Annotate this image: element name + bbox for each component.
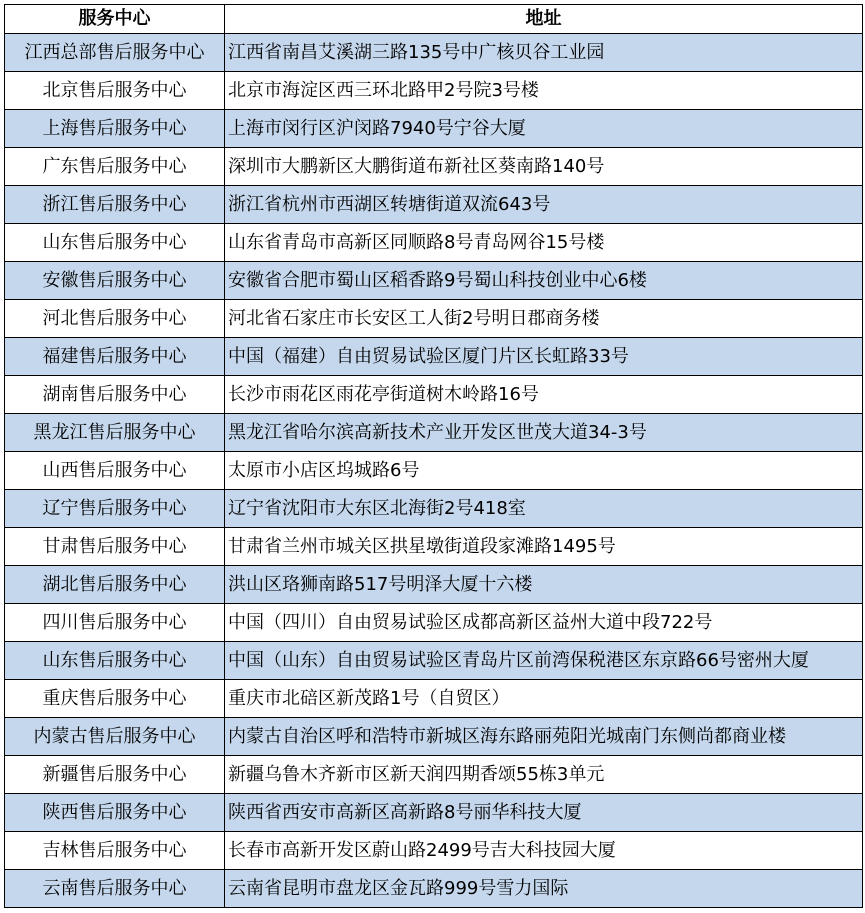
table-row [5, 300, 863, 338]
table-body [5, 34, 863, 908]
service-center-name: 广东售后服务中心 [5, 148, 225, 186]
service-center-address: 内蒙古自治区呼和浩特市新城区海东路丽苑阳光城南门东侧尚都商业楼 [225, 718, 863, 756]
table-row [5, 490, 863, 528]
service-center-name: 甘肃售后服务中心 [5, 528, 225, 566]
service-center-name: 吉林售后服务中心 [5, 832, 225, 870]
service-center-name: 辽宁售后服务中心 [5, 490, 225, 528]
table-row [5, 604, 863, 642]
service-center-address: 洪山区珞狮南路517号明泽大厦十六楼 [225, 566, 863, 604]
table-row [5, 756, 863, 794]
service-center-name: 山东售后服务中心 [5, 642, 225, 680]
service-center-table [4, 4, 863, 908]
table-row [5, 566, 863, 604]
table-row [5, 338, 863, 376]
table-row [5, 718, 863, 756]
service-center-address: 黑龙江省哈尔滨高新技术产业开发区世茂大道34-3号 [225, 414, 863, 452]
table-row [5, 642, 863, 680]
table-row [5, 794, 863, 832]
service-center-address: 甘肃省兰州市城关区拱星墩街道段家滩路1495号 [225, 528, 863, 566]
service-center-address: 中国（福建）自由贸易试验区厦门片区长虹路33号 [225, 338, 863, 376]
service-center-address: 中国（山东）自由贸易试验区青岛片区前湾保税港区东京路66号密州大厦 [225, 642, 863, 680]
service-center-address: 河北省石家庄市长安区工人街2号明日郡商务楼 [225, 300, 863, 338]
table-row [5, 262, 863, 300]
service-center-name: 重庆售后服务中心 [5, 680, 225, 718]
service-center-name: 湖北售后服务中心 [5, 566, 225, 604]
table-row [5, 224, 863, 262]
table-row [5, 186, 863, 224]
table-row [5, 110, 863, 148]
service-center-address: 太原市小店区坞城路6号 [225, 452, 863, 490]
service-center-name: 黑龙江售后服务中心 [5, 414, 225, 452]
service-center-name: 湖南售后服务中心 [5, 376, 225, 414]
header-address: 地址 [225, 5, 863, 34]
service-center-address: 中国（四川）自由贸易试验区成都高新区益州大道中段722号 [225, 604, 863, 642]
service-center-name: 上海售后服务中心 [5, 110, 225, 148]
table-row [5, 72, 863, 110]
service-center-address: 辽宁省沈阳市大东区北海街2号418室 [225, 490, 863, 528]
table-row [5, 870, 863, 908]
table-row [5, 528, 863, 566]
service-center-name: 福建售后服务中心 [5, 338, 225, 376]
table-row [5, 376, 863, 414]
service-center-name: 新疆售后服务中心 [5, 756, 225, 794]
service-center-address: 云南省昆明市盘龙区金瓦路999号雪力国际 [225, 870, 863, 908]
table-row [5, 680, 863, 718]
service-center-name: 内蒙古售后服务中心 [5, 718, 225, 756]
header-service-center: 服务中心 [5, 5, 225, 34]
service-center-name: 安徽售后服务中心 [5, 262, 225, 300]
table-row [5, 148, 863, 186]
table-row [5, 832, 863, 870]
service-center-address: 长春市高新开发区蔚山路2499号吉大科技园大厦 [225, 832, 863, 870]
service-center-address: 陕西省西安市高新区高新路8号丽华科技大厦 [225, 794, 863, 832]
header-row [5, 5, 863, 34]
service-center-address: 深圳市大鹏新区大鹏街道布新社区葵南路140号 [225, 148, 863, 186]
table-row [5, 414, 863, 452]
service-center-address: 北京市海淀区西三环北路甲2号院3号楼 [225, 72, 863, 110]
service-center-address: 山东省青岛市高新区同顺路8号青岛网谷15号楼 [225, 224, 863, 262]
service-center-name: 山东售后服务中心 [5, 224, 225, 262]
service-center-name: 江西总部售后服务中心 [5, 34, 225, 72]
service-center-name: 河北售后服务中心 [5, 300, 225, 338]
service-center-address: 上海市闵行区沪闵路7940号宁谷大厦 [225, 110, 863, 148]
service-center-address: 新疆乌鲁木齐新市区新天润四期香颂55栋3单元 [225, 756, 863, 794]
service-center-name: 陕西售后服务中心 [5, 794, 225, 832]
service-center-address: 长沙市雨花区雨花亭街道树木岭路16号 [225, 376, 863, 414]
service-center-address: 安徽省合肥市蜀山区稻香路9号蜀山科技创业中心6楼 [225, 262, 863, 300]
service-center-name: 云南售后服务中心 [5, 870, 225, 908]
service-center-name: 北京售后服务中心 [5, 72, 225, 110]
service-center-address: 重庆市北碚区新茂路1号（自贸区） [225, 680, 863, 718]
table-row [5, 34, 863, 72]
table-row [5, 452, 863, 490]
service-center-address: 浙江省杭州市西湖区转塘街道双流643号 [225, 186, 863, 224]
service-center-address: 江西省南昌艾溪湖三路135号中广核贝谷工业园 [225, 34, 863, 72]
service-center-name: 浙江售后服务中心 [5, 186, 225, 224]
service-center-name: 山西售后服务中心 [5, 452, 225, 490]
service-center-name: 四川售后服务中心 [5, 604, 225, 642]
